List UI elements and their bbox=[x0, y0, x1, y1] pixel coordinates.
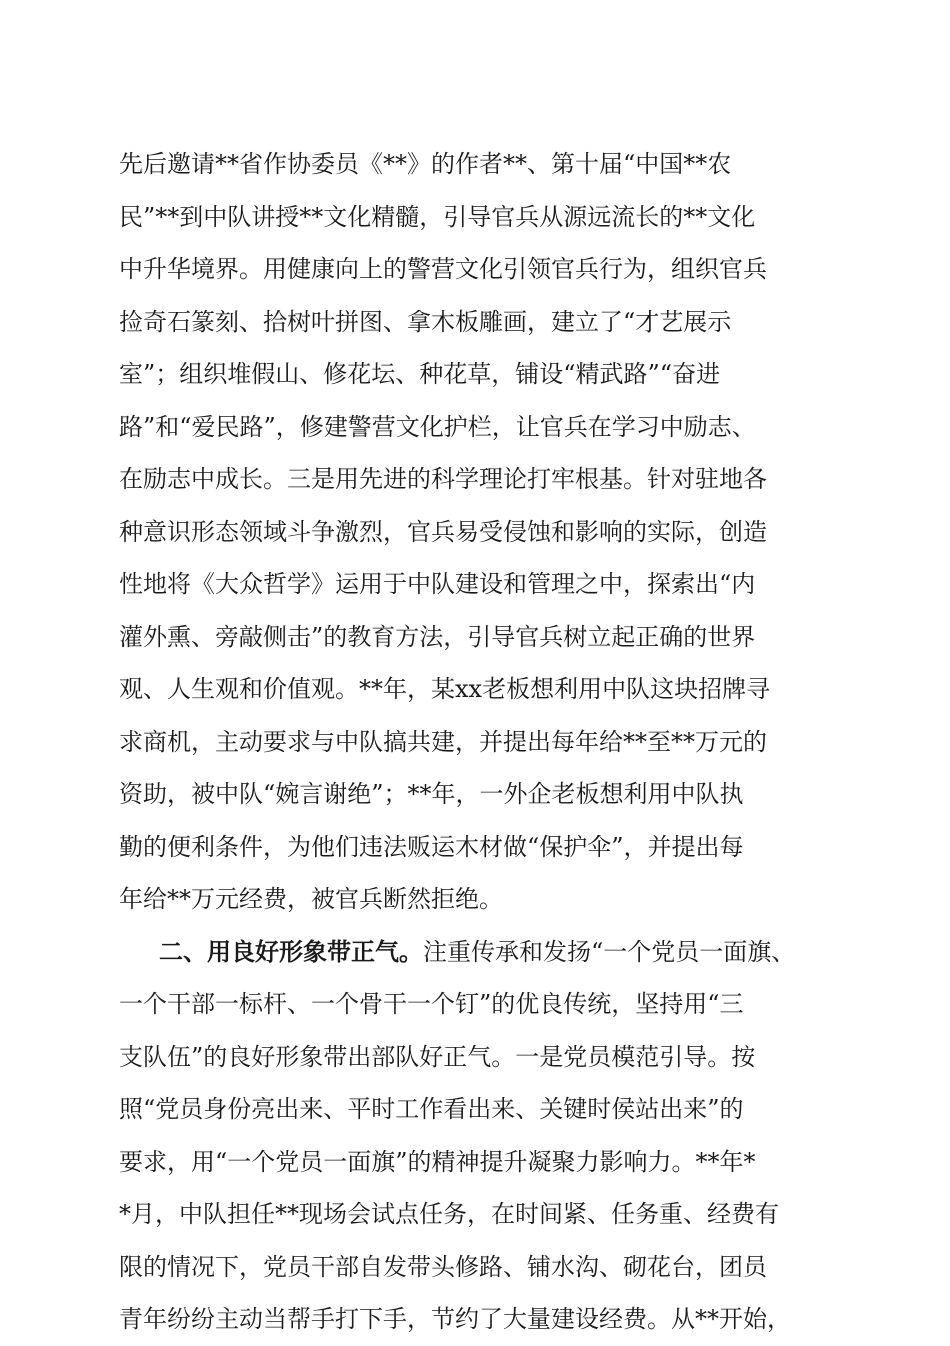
text-line: 要求，用“一个党员一面旗”的精神提升凝聚力影响力。**年* bbox=[119, 1147, 756, 1176]
text-line: 勤的便利条件，为他们违法贩运木材做“保护伞”，并提出每 bbox=[119, 832, 744, 861]
text-line: 一个干部一标杆、一个骨干一个钉”的优良传统，坚持用“三 bbox=[119, 990, 744, 1018]
document-body bbox=[119, 138, 839, 1346]
text-line: 资助，被中队“婉言谢绝”；**年，一外企老板想利用中队执 bbox=[119, 780, 744, 808]
text-line: 中升华境界。用健康向上的警营文化引领官兵行为，组织官兵 bbox=[119, 255, 767, 283]
text-line: 路”和“爱民路”，修建警营文化护栏，让官兵在学习中励志、 bbox=[119, 412, 756, 441]
text-line: *月，中队担任**现场会试点任务，在时间紧、任务重、经费有 bbox=[119, 1200, 779, 1228]
paragraph-2 bbox=[119, 926, 839, 1346]
paragraph-2-first-line bbox=[119, 926, 839, 979]
text-line: 室”；组织堆假山、修花坛、种花草，铺设“精武路”“奋进 bbox=[119, 360, 721, 388]
text-line: 照“党员身份亮出来、平时工作看出来、关键时侯站出来”的 bbox=[119, 1095, 744, 1123]
text-line: 观、人生观和价值观。**年，某xx老板想利用中队这块招牌寻 bbox=[119, 675, 771, 703]
text-line: 性地将《大众哲学》运用于中队建设和管理之中，探索出“内 bbox=[119, 570, 756, 598]
text-line: 支队伍”的良好形象带出部队好正气。一是党员模范引导。按 bbox=[119, 1042, 756, 1071]
text-line: 灌外熏、旁敲侧击”的教育方法，引导官兵树立起正确的世界 bbox=[119, 622, 756, 651]
text-line: 在励志中成长。三是用先进的科学理论打牢根基。针对驻地各 bbox=[119, 465, 767, 493]
section-heading: 二、用良好形象带正气。 bbox=[159, 936, 423, 966]
text-line: 先后邀请**省作协委员《**》的作者**、第十届“中国**农 bbox=[119, 150, 732, 178]
paragraph-1 bbox=[119, 138, 839, 926]
text-line: 种意识形态领域斗争激烈，官兵易受侵蚀和影响的实际，创造 bbox=[119, 517, 767, 546]
text-line: 民”**到中队讲授**文化精髓，引导官兵从源远流长的**文化 bbox=[119, 202, 756, 231]
text-run: 注重传承和发扬“一个党员一面旗、 bbox=[423, 937, 796, 966]
text-line: 捡奇石篆刻、拾树叶拼图、拿木板雕画，建立了“才艺展示 bbox=[119, 307, 732, 336]
text-line: 限的情况下，党员干部自发带头修路、铺水沟、砌花台，团员 bbox=[119, 1252, 767, 1281]
text-line: 求商机，主动要求与中队搞共建，并提出每年给**至**万元的 bbox=[119, 727, 767, 756]
text-line: 年给**万元经费，被官兵断然拒绝。 bbox=[119, 885, 503, 913]
text-line: 青年纷纷主动当帮手打下手，节约了大量建设经费。从**开始， bbox=[119, 1305, 791, 1333]
